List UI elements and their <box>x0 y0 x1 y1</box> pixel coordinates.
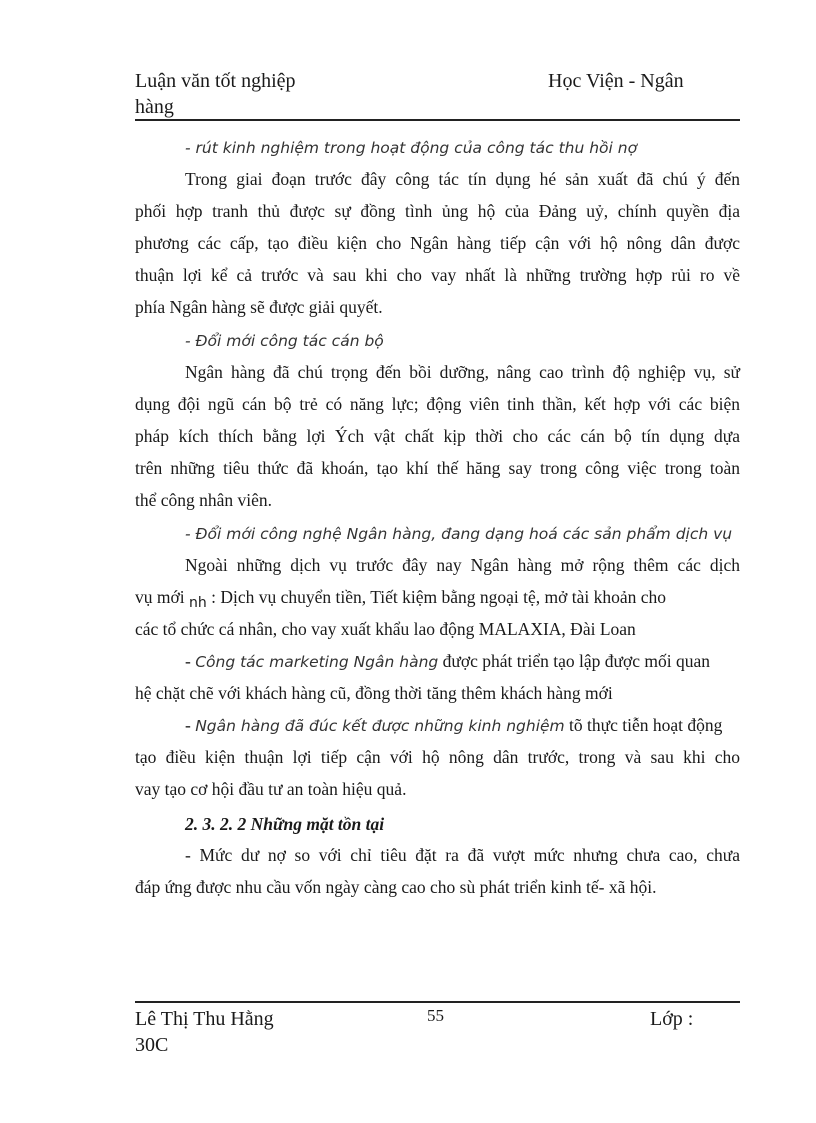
paragraph-line-5: thuận lợi kể cả trước và sau khi cho vay nhất là những trường hợp rủi ro về <box>135 265 740 285</box>
line-19-dash: - <box>185 715 196 735</box>
line-17-rest: được phát triển tạo lập được mối quan <box>438 651 710 671</box>
paragraph-line-8: Ngân hàng đã chú trọng đến bồi dưỡng, nâng cao trình độ nghiệp vụ, sử <box>185 362 740 382</box>
bullet-line-13: - Đổi mới công nghệ Ngân hàng, đang dạng hoá các sản phẩm dịch vụ <box>185 525 733 543</box>
footer-left-line2: 30C <box>135 1034 169 1056</box>
page-number: 55 <box>427 1006 444 1025</box>
paragraph-line-14: Ngoài những dịch vụ trước đây nay Ngân hàng mở rộng thêm các dịch <box>185 555 740 575</box>
paragraph-line-11: trên những tiêu thức đã khoán, tạo khí thế hăng say trong công việc trong toàn <box>135 458 740 478</box>
paragraph-line-19 <box>185 715 722 736</box>
header-thesis-title <box>135 68 296 120</box>
line-19-rest: tõ thực tiễn hoạt động <box>564 715 723 735</box>
paragraph-line-23: - Mức dư nợ so với chỉ tiêu đặt ra đã vượt mức nhưng chưa cao, chưa <box>185 845 740 865</box>
paragraph-line-24: đáp ứng được nhu cầu vốn ngày càng cao cho sù phát triển kinh tế- xã hội. <box>135 877 657 897</box>
paragraph-line-6: phía Ngân hàng sẽ được giải quyết. <box>135 297 383 317</box>
paragraph-line-18: hệ chặt chẽ với khách hàng cũ, đồng thời tăng thêm khách hàng mới <box>135 683 613 703</box>
line-17-dash: - <box>185 651 196 671</box>
paragraph-line-12: thể công nhân viên. <box>135 490 273 510</box>
footer-left-line1: Lê Thị Thu Hằng <box>135 1008 274 1030</box>
header-left-line1: Luận văn tốt nghiệp <box>135 70 296 92</box>
footer-class: Lớp : <box>650 1008 694 1030</box>
line-15-part-c: : Dịch vụ chuyển tiền, Tiết kiệm bằng ngoại tệ, mở tài khoản cho <box>206 587 667 607</box>
line-15-subscript: nh <box>188 595 207 611</box>
header-left-line2: hàng <box>135 96 174 118</box>
paragraph-line-20: tạo điều kiện thuận lợi tiếp cận với hộ nông dân trước, trong và sau khi cho <box>135 747 740 767</box>
paragraph-line-21: vay tạo cơ hội đầu tư an toàn hiệu quả. <box>135 779 407 799</box>
footer-divider <box>135 1001 740 1003</box>
paragraph-line-9: dụng đội ngũ cán bộ trẻ có năng lực; động viên tinh thần, kết hợp với các biện <box>135 394 740 414</box>
line-17-italic: Công tác marketing Ngân hàng <box>195 653 439 671</box>
paragraph-line-2: Trong giai đoạn trước đây công tác tín dụng hé sản xuất đã chú ý đến <box>185 169 740 189</box>
header-institution: Học Viện - Ngân <box>548 70 684 92</box>
footer-author <box>135 1006 274 1058</box>
paragraph-line-15 <box>135 587 740 611</box>
paragraph-line-10: pháp kích thích bằng lợi Ých vật chất kịp thời cho các cán bộ tín dụng dựa <box>135 426 740 446</box>
section-heading: 2. 3. 2. 2 Những mặt tồn tại <box>185 814 385 834</box>
header-divider <box>135 119 740 121</box>
paragraph-line-17 <box>185 651 710 672</box>
line-19-italic: Ngân hàng đã đúc kết được những kinh nghiệm <box>195 717 565 735</box>
paragraph-line-16: các tổ chức cá nhân, cho vay xuất khẩu lao động MALAXIA, Đài Loan <box>135 619 636 639</box>
bullet-line-7: - Đổi mới công tác cán bộ <box>185 332 384 350</box>
bullet-line-1: - rút kinh nghiệm trong hoạt động của công tác thu hồi nợ <box>185 139 638 157</box>
paragraph-line-4: phương các cấp, tạo điều kiện cho Ngân hàng tiếp cận với hộ nông dân được <box>135 233 740 253</box>
line-15-part-a: vụ mới <box>135 587 185 607</box>
paragraph-line-3: phối hợp tranh thủ được sự đồng tình ủng hộ của Đảng uỷ, chính quyền địa <box>135 201 740 221</box>
